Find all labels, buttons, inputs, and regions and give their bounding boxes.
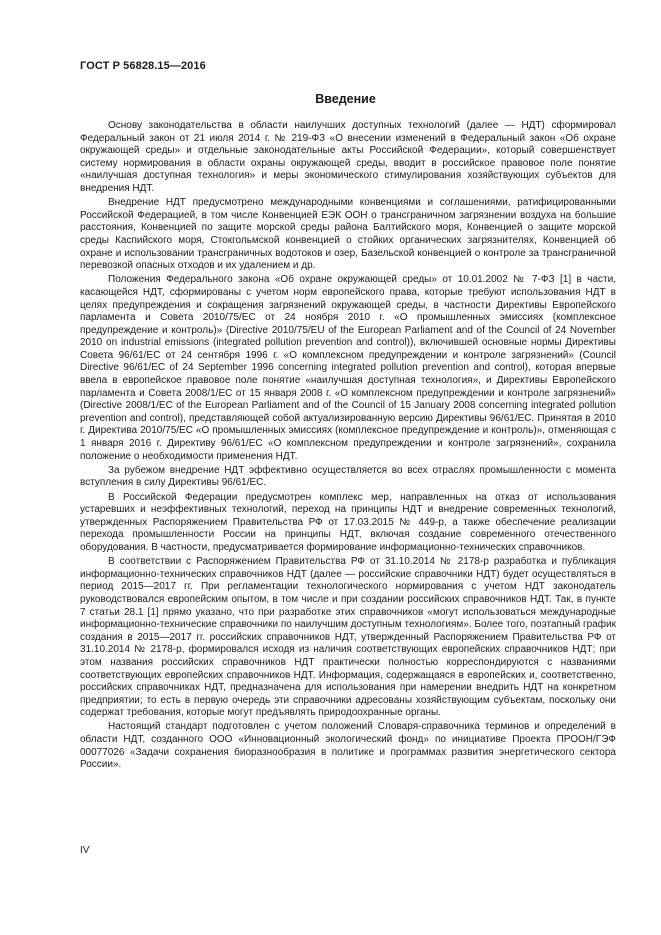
paragraph: Настоящий стандарт подготовлен с учетом положений Словаря-справочника терминов и определений в области НДТ, созданного ООО «Инновационный экологический фонд» по инициативе Проекта ПРООН/ГЭФ 00077026 «Задачи сохранения биоразнообразия в политике и программах развития энергетического сектора России». — [80, 721, 616, 771]
paragraph: Основу законодательства в области наилучших доступных технологий (далее — НДТ) сформировал Федеральный закон от 21 июля 2014 г. № 219-ФЗ «О внесении изменений в Федеральный закон «Об охране окружающей среды» и отдельные законодательные акты Российской Федерации», который совершенствует систему нормирования в области охраны окружающей среды, вводит в российское правовое поле понятие «наилучшая доступная технология» и меры экономического стимулирования хозяйствующих субъектов для внедрения НДТ. — [80, 120, 616, 194]
paragraph: В Российской Федерации предусмотрен комплекс мер, направленных на отказ от использования устаревших и неэффективных технологий, переход на принципы НДТ и внедрение современных технологий, утвержденных Распоряжением Правительства РФ от 17.03.2015 № 449-р, а также обеспечение реализации перехода промышленности России на принципы НДТ, включая создание современного отечественного оборудования. В частности, предусматривается формирование информационно-технических справочников. — [80, 491, 616, 553]
paragraph: В соответствии с Распоряжением Правительства РФ от 31.10.2014 № 2178-р разработка и публикация информационно-технических справочников НДТ (далее — российские справочники НДТ) будет осуществляться в период 2015—2017 гг. При регламентации технологического нормирования с учетом НДТ законодатель руководствовался европейским опытом, в том числе и при создании российских справочников НДТ. Так, в пункте 7 статьи 28.1 [1] прямо указано, что при разработке этих справочников «могут использоваться международные информационно-технические справочники по наилучшим доступным технологиям». Более того, поэтапный график создания в 2015—2017 гг. российских справочников НДТ, утвержденный Распоряжением Правительства РФ от 31.10.2014 № 2178-р, формировался исходя из наличия соответствующих европейских справочников НДТ; при этом названия российских справочников НДТ практически полностью корреспондируются с названиями соответствующих европейских справочников НДТ. Информация, содержащаяся в европейских и, соответственно, российских справочниках НДТ, предназначена для использования при намерении внедрить НДТ на конкретном предприятии; то есть в первую очередь эти справочники адресованы хозяйствующим субъектам, поскольку они содержат требования, которые могут предъявлять природоохранные органы. — [80, 556, 616, 719]
body-text — [80, 120, 616, 773]
section-title: Введение — [315, 92, 376, 106]
paragraph: За рубежом внедрение НДТ эффективно осуществляется во всех отраслях промышленности с момента вступления в силу Директивы 96/61/ЕС. — [80, 464, 616, 489]
paragraph: Внедрение НДТ предусмотрено международными конвенциями и соглашениями, ратифицированными Российской Федерацией, в том числе Конвенцией ЕЭК ООН о трансграничном загрязнении воздуха на большие расстояния, Конвенцией по защите морской среды района Балтийского моря, Конвенцией о защите морской среды Каспийского моря, Стокгольмской конвенцией о стойких органических загрязнителях, Конвенцией об охране и использовании трансграничных водотоков и озер, Базельской конвенцией о контроле за трансграничной перевозкой опасных отходов и их удалением и др. — [80, 197, 616, 272]
paragraph: Положения Федерального закона «Об охране окружающей среды» от 10.01.2002 № 7-ФЗ [1] в части, касающейся НДТ, сформированы с учетом норм европейского права, которые требуют использования НДТ в целях предупреждения и сокращения загрязнений окружающей среды, в частности Директивы Европейского парламента и Совета 2010/75/ЕС от 24 ноября 2010 г. «О промышленных эмиссиях (комплексное предупреждение и контроль)» (Directive 2010/75/EU of the European Parliament and of the Council of 24 November 2010 on industrial emissions (integrated pollution prevention and control)), включившей основные нормы Директивы Совета 96/61/ЕС от 24 сентября 1996 г. «О комплексном предупреждении и контроле загрязнений» (Council Directive 96/61/EC of 24 September 1996 concerning integrated pollution prevention and control), которая впервые ввела в европейское правовое поле понятие «наилучшая доступная технология», и Директивы Европейского парламента и Совета 2008/1/ЕС от 15 января 2008 г. «О комплексном предупреждении и контроле загрязнений» (Directive 2008/1/EC of the European Parliament and of the Council of 15 January 2008 concerning integrated pollution prevention and control), представляющей собой актуализированную версию Директивы 96/61/ЕС. Принятая в 2010 г. Директива 2010/75/ЕС «О промышленных эмиссиях (комплексное предупреждение и контроль)», отменяющая с 1 января 2016 г. Директиву 96/61/ЕС «О комплексном предупреждении и контроле загрязнений», сохранила положение о необходимости применения НДТ. — [80, 274, 616, 462]
page-number: IV — [80, 845, 90, 856]
document-header-code: ГОСТ Р 56828.15—2016 — [80, 60, 206, 72]
